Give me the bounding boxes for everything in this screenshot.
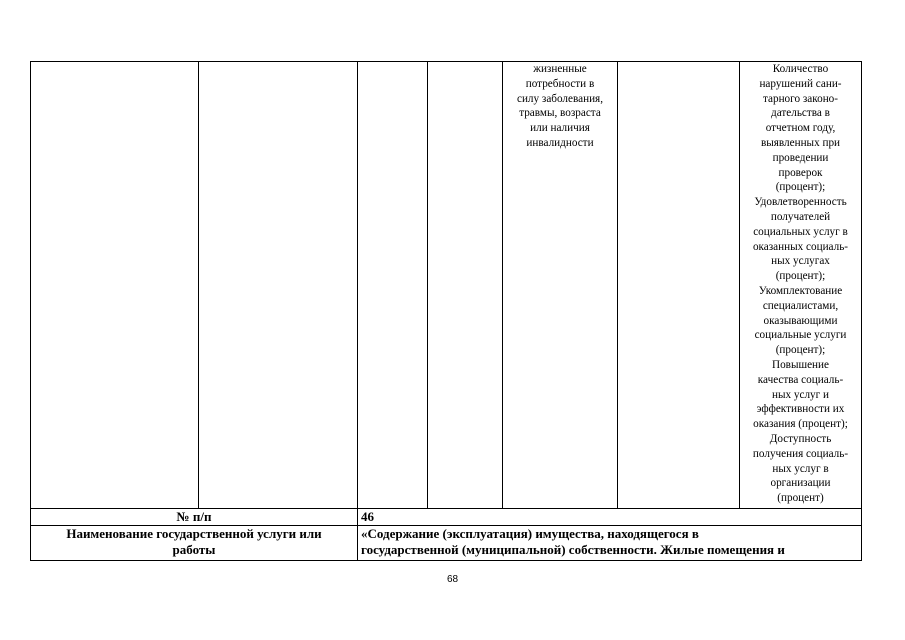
document-table <box>30 61 862 561</box>
cell-col6 <box>618 62 740 509</box>
number-value: 46 <box>358 509 862 526</box>
cell-quality-indicators: Количество нарушений сани- тарного законо- дательства в отчетном году, выявленных при проведении проверок (процент); Удовлетворенность получателей социальных услуг в оказанных социаль- ных услугах (процент); Укомплектование специалистами, оказывающими социальные услуги (процент); Повышение качества социаль- ных услуг и эффективности их оказания (процент); Доступность получения социаль- ных услуг в организации (процент) <box>740 62 862 509</box>
service-name-label: Наименование государственной услуги или работы <box>31 526 358 561</box>
cell-col1 <box>31 62 199 509</box>
service-name-value: «Содержание (эксплуатация) имущества, находящегося в государственной (муниципальной) собственности. Жилые помещения и <box>358 526 862 561</box>
service-name-row <box>31 526 862 561</box>
continuation-row <box>31 62 862 509</box>
cell-recipients-category: жизненные потребности в силу заболевания, травмы, возраста или наличия инвалидности <box>503 62 618 509</box>
cell-col4 <box>428 62 503 509</box>
number-row <box>31 509 862 526</box>
page-number: 68 <box>446 574 459 585</box>
cell-col3 <box>358 62 428 509</box>
number-label: № п/п <box>31 509 358 526</box>
cell-col2 <box>199 62 358 509</box>
